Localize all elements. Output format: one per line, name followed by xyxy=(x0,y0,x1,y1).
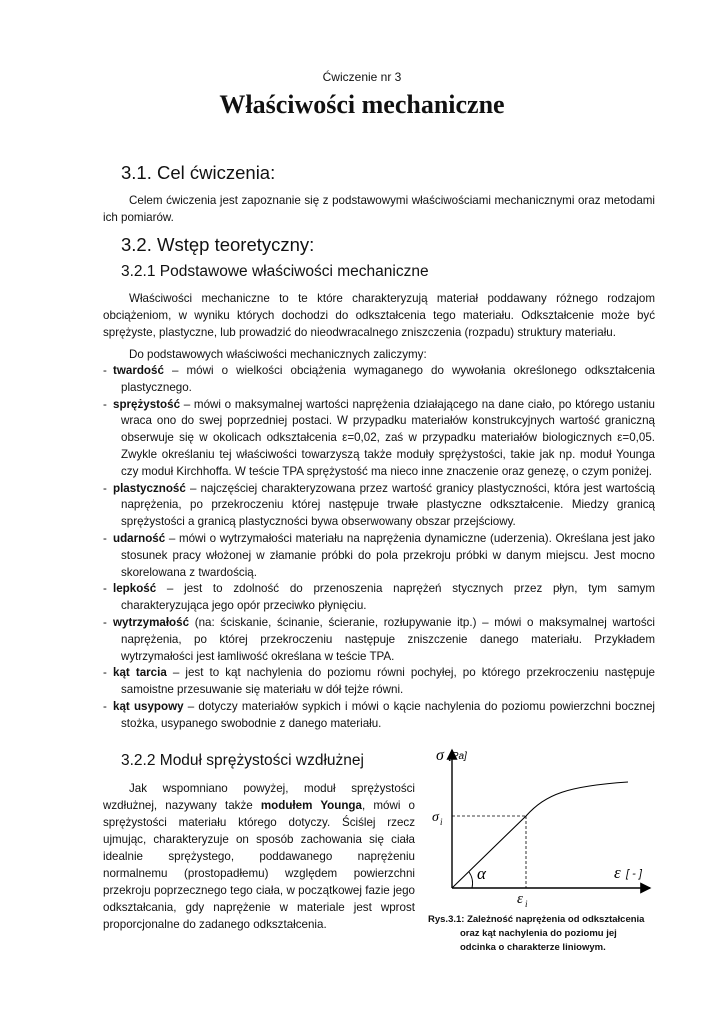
list-item: - wytrzymałość (na: ściskanie, ścinanie, ścieranie, rozłupywanie itp.) – mówi o maksymalnej wartości naprężenia, po której przekroczeniu następuje zniszczenie danego materiału. Przykładem wytrzymałości jest łamliwość określana w teście TPA. xyxy=(103,615,655,663)
page-title: Właściwości mechaniczne xyxy=(219,90,505,119)
section-3-1-heading: 3.1. Cel ćwiczenia: xyxy=(121,162,276,183)
list-item: - twardość – mówi o wielkości obciążenia wymaganego do wywołania określonego odkształcenia plastycznego. xyxy=(103,364,655,394)
list-item: - kąt usypowy – dotyczy materiałów sypkich i mówi o kącie nachylenia do poziomu powierzchni bocznej stożka, usypanego swobodnie z danego materiału. xyxy=(103,699,655,730)
sigma-i-symbol: σ xyxy=(432,810,439,825)
alpha-symbol: α xyxy=(477,864,486,883)
exercise-number: Ćwiczenie nr 3 xyxy=(322,70,402,84)
caption-line-1: Rys.3.1: Zależność naprężenia od odkształcenia xyxy=(428,914,645,925)
angle-arc xyxy=(469,872,473,888)
properties-list xyxy=(103,363,655,733)
section-3-1-text: Celem ćwiczenia jest zapoznanie się z podstawowymi właściwościami mechanicznymi oraz metodami ich pomiarów. xyxy=(103,194,655,224)
epsilon-i-symbol: ε xyxy=(517,891,523,907)
section-3-2-1-heading: 3.2.1 Podstawowe właściwości mechaniczne xyxy=(121,263,429,280)
x-axis-symbol: ε xyxy=(614,863,621,882)
list-item: - lepkość – jest to zdolność do przenoszenia naprężeń stycznych przez płyn, tym samym charakteryzująca jego opór przeciwko płynięciu. xyxy=(103,582,655,613)
sigma-i-subscript: i xyxy=(440,817,443,827)
list-item: - sprężystość – mówi o maksymalnej wartości naprężenia działającego na dane ciało, po którego ustaniu wraca ono do swej poprzedniej postaci. W przypadku materiałów konstrukcyjnych wartość graniczną obserwuje się w okolicach odkształcenia ε=0,02, zaś w przypadku materiałów biologicznych ε=0,05. Zwykle określaniu tej właściwości towarzyszą także moduły sprężystości, takie jak np. moduł Younga czy moduł Kirchhoffa. W teście TPA sprężystość ma nieco inne znaczenie oraz genezę, o czym poniżej. xyxy=(103,397,655,478)
list-item: - kąt tarcia – jest to kąt nachylenia do poziomu równi pochyłej, po którego przekroczeniu następuje samoistne przesuwanie się materiału w dół tejże równi. xyxy=(103,666,655,697)
section-3-2-heading: 3.2. Wstęp teoretyczny: xyxy=(121,234,315,255)
section-3-2-2-heading: 3.2.2 Moduł sprężystości wzdłużnej xyxy=(121,752,364,769)
figure-caption xyxy=(428,913,656,955)
stress-strain-figure xyxy=(428,742,660,910)
section-3-2-2-text: Jak wspomniano powyżej, moduł sprężystości wzdłużnej, nazywany także modułem Younga, mówi o sprężystości materiału którego dotyczy. Ściślej rzecz ujmując, charakteryzuje on sposób zachowania się ciała idealnie sprężystego, poddawanego naprężeniu normalnemu (prostopadłemu) względem powierzchni przekroju poprzecznego tego ciała, w początkowej fazie jego odkształcania, gdy naprężenie w materiale jest wprost proporcjonalne do zadanego odkształcenia. xyxy=(103,782,415,931)
y-axis-unit: [Pa] xyxy=(449,751,467,762)
list-item: - udarność – mówi o wytrzymałości materiału na naprężenia dynamiczne (uderzenia). Określana jest jako stosunek pracy włożonej w złamanie próbki do pola przekroju próbki w danym miejscu. Jest mocno skorelowana z twardością. xyxy=(103,531,655,579)
properties-intro: Do podstawowych właściwości mechanicznych zaliczymy: xyxy=(129,348,427,361)
caption-line-3: odcinka o charakterze liniowym. xyxy=(460,942,606,953)
y-axis-symbol: σ xyxy=(436,747,444,764)
section-3-2-1-text: Właściwości mechaniczne to te które charakteryzują materiał poddawany różnego rodzajom obciążeniom, w wyniku których dochodzi do odkształcenia tego materiału. Odkształcenie może być sprężyste, plastyczne, lub prowadzić do nieodwracalnego zniszczenia (rozpadu) struktury materiału. xyxy=(103,292,655,339)
epsilon-i-subscript: i xyxy=(525,899,528,909)
caption-line-2: oraz kąt nachylenia do poziomu jej xyxy=(460,928,617,939)
list-item: - plastyczność – najczęściej charakteryzowana przez wartość granicy plastyczności, która jest wartością naprężenia, po przekroczeniu której następuje trwałe plastyczne odkształcenie. Miedzy granicą sprężystości a granicą plastyczności bywa obserwowany obszar przejściowy. xyxy=(103,481,655,529)
x-axis-unit: [ - ] xyxy=(626,868,642,880)
